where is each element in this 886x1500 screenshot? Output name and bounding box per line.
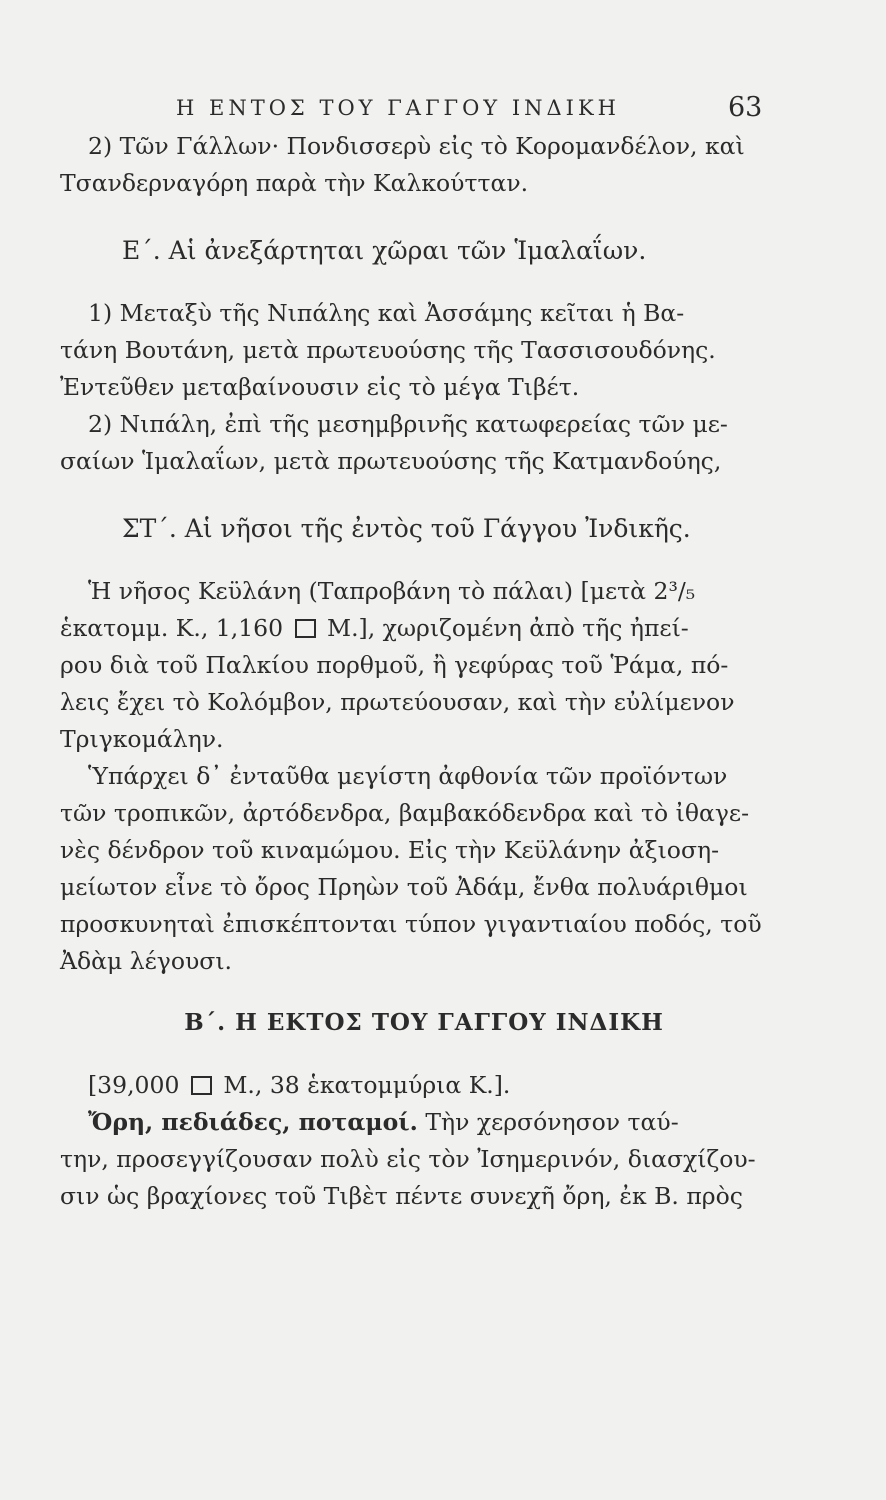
text-line: προσκυνηταὶ ἐπισκέπτονται τύπον γιγαντιαίου ποδός, τοῦ [60, 910, 762, 938]
text-line: 1) Μεταξὺ τῆς Νιπάλης καὶ Ἀσσάμης κεῖται ἡ Βα- [88, 299, 685, 327]
text-line: λεις ἔχει τὸ Κολόμβον, πρωτεύουσαν, καὶ τὴν εὐλίμενον [60, 688, 735, 716]
text-line: νὲς δένδρον τοῦ κιναμώμου. Εἰς τὴν Κεϋλάνην ἀξιοση- [60, 836, 720, 864]
text-line [60, 1067, 788, 1104]
text-line: τάνη Βουτάνη, μετὰ πρωτευούσης τῆς Τασσισουδόνης. [60, 336, 716, 364]
text-line: σαίων Ἱμαλαΐων, μετὰ πρωτευούσης τῆς Κατμανδούης, [60, 447, 722, 475]
page-header [0, 88, 886, 128]
square-miles-symbol-icon [191, 1076, 212, 1095]
text-line: Ἡ νῆσος Κεϋλάνη (Ταπροβάνη τὸ πάλαι) [μετὰ 2³/₅ [88, 577, 696, 605]
page-body [60, 128, 788, 1215]
part-heading-b: Β΄. Η ΕΚΤΟΣ ΤΟΥ ΓΑΓΓΟΥ ΙΝΔΙΚΗ [184, 1009, 664, 1036]
page-number: 63 [728, 92, 763, 123]
text-line [60, 610, 788, 647]
text-line: 2) Τῶν Γάλλων· Πονδισσερὺ εἰς τὸ Κορομανδέλον, καὶ [88, 132, 745, 160]
text-line: Τσανδερναγόρη παρὰ τὴν Καλκούτταν. [60, 169, 529, 197]
text-line: 2) Νιπάλη, ἐπὶ τῆς μεσημβρινῆς κατωφερείας τῶν με- [88, 410, 728, 438]
text-line: ρου διὰ τοῦ Παλκίου πορθμοῦ, ἢ γεφύρας τοῦ Ῥάμα, πό- [60, 651, 729, 679]
text-line: μείωτον εἶνε τὸ ὄρος Πρηὼν τοῦ Ἀδάμ, ἔνθα πολυάριθμοι [60, 873, 748, 901]
text-line: Τριγκομάλην. [60, 725, 224, 753]
text-line: τῶν τροπικῶν, ἀρτόδενδρα, βαμβακόδενδρα καὶ τὸ ἰθαγε- [60, 799, 750, 827]
text-line: Ἐντεῦθεν μεταβαίνουσιν εἰς τὸ μέγα Τιβέτ. [60, 373, 580, 401]
square-miles-symbol-icon [295, 619, 316, 638]
running-title: Η ΕΝΤΟΣ ΤΟΥ ΓΑΓΓΟΥ ΙΝΔΙΚΗ [176, 96, 620, 120]
text-line: Ὑπάρχει δ᾽ ἐνταῦθα μεγίστη ἀφθονία τῶν προϊόντων [88, 762, 728, 790]
text-fragment: Τὴν χερσόνησον ταύ- [417, 1108, 679, 1136]
text-fragment: Μ., 38 ἑκατομμύρια Κ.]. [223, 1071, 511, 1099]
section-heading-e: Ε΄. Αἱ ἀνεξάρτηται χῶραι τῶν Ἱμαλαΐων. [122, 236, 647, 265]
paragraph-run-in-heading: Ὄρη, πεδιάδες, ποταμοί. [88, 1108, 418, 1136]
text-line: σιν ὡς βραχίονες τοῦ Τιβὲτ πέντε συνεχῆ ὄρη, ἐκ Β. πρὸς [60, 1182, 743, 1210]
text-fragment: ἑκατομμ. Κ., 1,160 [60, 614, 284, 642]
text-line: Ἀδὰμ λέγουσι. [60, 947, 233, 975]
section-heading-st: ΣΤ΄. Αἱ νῆσοι τῆς ἐντὸς τοῦ Γάγγου Ἰνδικῆς. [122, 514, 691, 543]
text-line: την, προσεγγίζουσαν πολὺ εἰς τὸν Ἰσημερινόν, διασχίζου- [60, 1145, 756, 1173]
text-line [60, 1104, 788, 1141]
text-fragment: Μ.], χωριζομένη ἀπὸ τῆς ἠπεί- [327, 614, 689, 642]
text-fragment: [39,000 [88, 1071, 180, 1099]
